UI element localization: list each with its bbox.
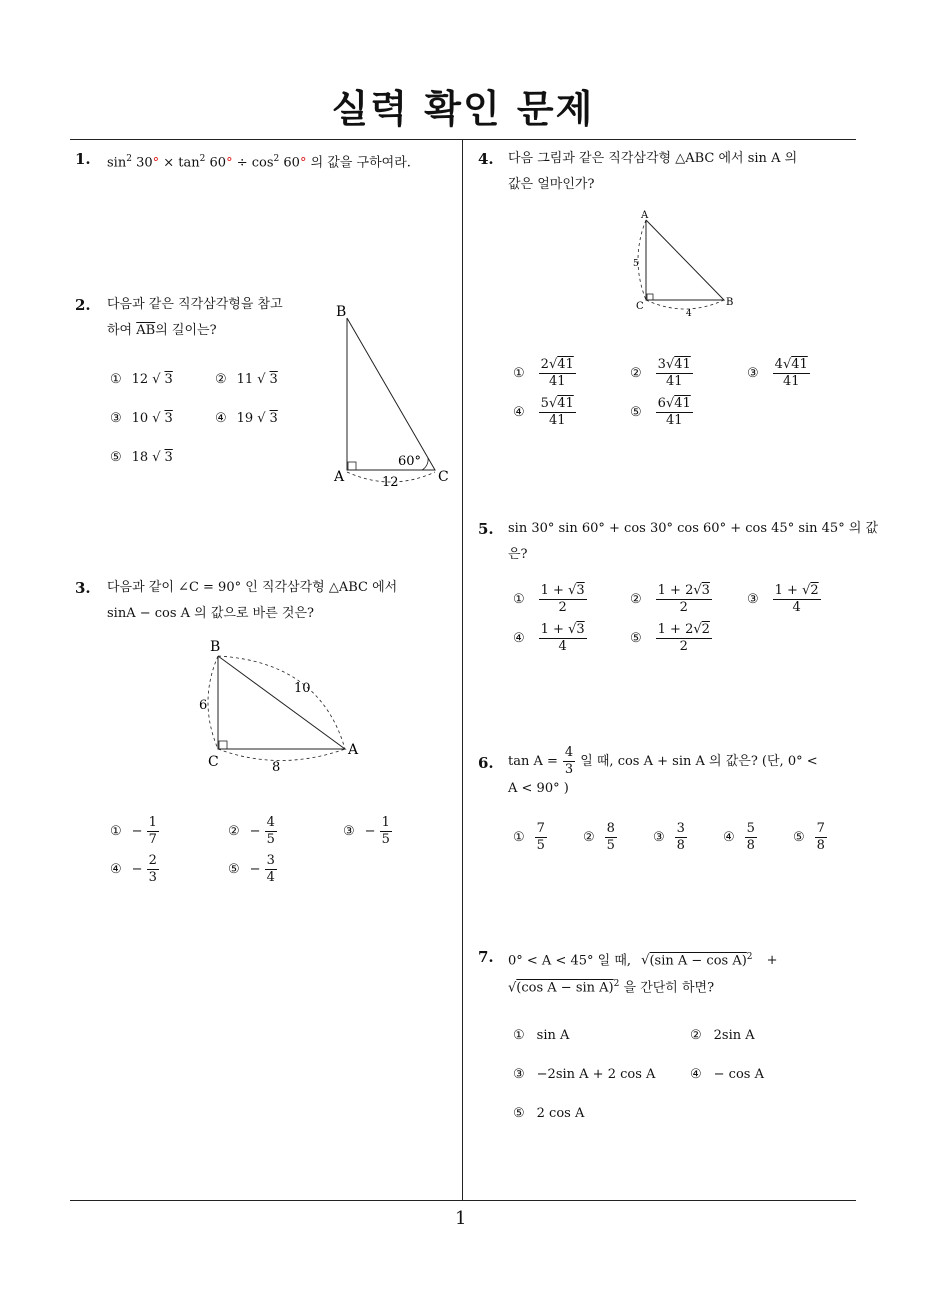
q6-line1	[508, 746, 818, 777]
q2-line1: 다음과 같은 직각삼각형을 참고	[107, 297, 283, 312]
q2-label-side: 12	[382, 475, 399, 490]
q1-deg2: °	[226, 155, 233, 171]
q4-line1: 다음 그림과 같은 직각삼각형 △ABC 에서 sin A 의	[508, 151, 798, 166]
q5-number: 5.	[478, 520, 494, 538]
q7-choice-5[interactable]: ⑤ 2 cos A	[513, 1106, 585, 1121]
q6-number: 6.	[478, 754, 494, 772]
q2-text	[107, 292, 283, 344]
page-title: 실력 확인 문제	[331, 87, 595, 131]
q2-label-c: C	[438, 469, 449, 485]
q2-choice-2[interactable]: ② 11 √ 3	[215, 372, 278, 387]
q7-line1: 0° < A < 45° 일 때, √(sin A − cos A)$^2$ +	[508, 952, 778, 969]
q4-label-ac: 5	[633, 259, 639, 269]
q3-label-ab: 10	[294, 681, 311, 696]
q2-label-angle: 60°	[398, 454, 422, 469]
q7-choice-2[interactable]: ② 2sin A	[690, 1028, 755, 1043]
q4-label-cb: 4	[686, 309, 692, 319]
q7-choice-4[interactable]: ④ − cos A	[690, 1067, 764, 1082]
q6-choice-2[interactable]: ② $\frac{8}{5}$	[583, 821, 615, 853]
q6-choice-3[interactable]: ③ $\frac{3}{8}$	[653, 821, 685, 853]
q3-choice-2[interactable]: ② − $\frac{4}{5}$	[228, 815, 275, 847]
q3-number: 3.	[75, 579, 91, 597]
q6-frac-den: 3	[564, 762, 574, 777]
q7-number: 7.	[478, 948, 494, 966]
q1-ask: 의 값을 구하여라.	[310, 155, 411, 171]
q3-choice-4[interactable]: ④ − $\frac{2}{3}$	[110, 853, 157, 885]
q4-text	[508, 146, 797, 198]
q3-choice-1[interactable]: ① − $\frac{1}{7}$	[110, 815, 157, 847]
bottom-rule	[70, 1200, 856, 1201]
q4-choice-1[interactable]: ① $\frac{2√41}{41}$	[513, 357, 574, 389]
q1-60a: 60	[209, 155, 227, 171]
q1-deg3: °	[299, 155, 307, 171]
q3-label-ca: 8	[272, 760, 281, 775]
q4-choice-3[interactable]: ③ $\frac{4√41}{41}$	[747, 357, 808, 389]
q2-line2: 하여 $\overline{AB}$의 길이는?	[107, 323, 217, 338]
q3-choice-5[interactable]: ⑤ − $\frac{3}{4}$	[228, 853, 275, 885]
q3-label-bc: 6	[199, 698, 208, 713]
q6-pre: tan A =	[508, 753, 558, 769]
q7-choice-3[interactable]: ③ −2sin A + 2 cos A	[513, 1067, 656, 1082]
q5-choice-2[interactable]: ② $\frac{1 + 2√3}{2}$	[630, 583, 710, 615]
q5-text	[508, 516, 878, 568]
q2-segment: $\overline{AB}$	[136, 323, 156, 338]
q3-line1: 다음과 같이 ∠C = 90° 인 직각삼각형 △ABC 에서	[107, 580, 398, 595]
q3-label-c: C	[208, 754, 219, 770]
q2-label-b: B	[336, 304, 347, 320]
q1-cos: ÷ cos	[236, 155, 274, 171]
q1-sup2: 2	[199, 154, 206, 164]
q1-sin: sin	[107, 155, 127, 171]
q3-choice-3[interactable]: ③ − $\frac{1}{5}$	[343, 815, 390, 847]
q1-tan: × tan	[163, 155, 200, 171]
q3-label-a: A	[348, 742, 359, 758]
q5-choice-1[interactable]: ① $\frac{1 + √3}{2}$	[513, 583, 585, 615]
q2-label-a: A	[334, 469, 345, 485]
q6-choice-1[interactable]: ① $\frac{7}{5}$	[513, 821, 545, 853]
q7-pre: 0° < A < 45° 일 때,	[508, 953, 632, 969]
q1-deg1: °	[152, 155, 160, 171]
q5-line1: sin 30° sin 60° + cos 30° cos 60° + cos 45° sin 45° 의 값	[508, 521, 879, 536]
q3-line2: sinA − cos A 의 값으로 바른 것은?	[107, 606, 315, 621]
q1-sup1: 2	[126, 154, 132, 164]
q5-choice-4[interactable]: ④ $\frac{1 + √3}{4}$	[513, 622, 585, 654]
q7-plus: +	[766, 953, 778, 969]
q6-choice-5[interactable]: ⑤ $\frac{7}{8}$	[793, 821, 825, 853]
q4-choice-4[interactable]: ④ $\frac{5√41}{41}$	[513, 396, 574, 428]
q2-choice-1[interactable]: ① 12 √ 3	[110, 372, 173, 387]
q4-label-b: B	[726, 297, 734, 308]
q7-line2: √(cos A − sin A)$^2$ 을 간단히 하면?	[508, 979, 715, 996]
page-number: 1	[455, 1208, 467, 1229]
q1-number: 1.	[75, 150, 91, 168]
q7-post: 을 간단히 하면?	[623, 980, 715, 996]
q4-triangle-figure	[628, 206, 748, 321]
q4-number: 4.	[478, 150, 494, 168]
q3-label-b: B	[210, 639, 221, 655]
q4-choice-2[interactable]: ② $\frac{3√41}{41}$	[630, 357, 691, 389]
q2-choice-3[interactable]: ③ 10 √ 3	[110, 411, 173, 426]
q1-text	[107, 146, 411, 176]
column-divider	[462, 139, 463, 1201]
q5-line2: 은?	[508, 547, 528, 562]
q3-triangle-figure	[190, 632, 370, 777]
q5-choice-5[interactable]: ⑤ $\frac{1 + 2√2}{2}$	[630, 622, 710, 654]
q2-number: 2.	[75, 296, 91, 314]
q6-line2: A < 90° )	[508, 781, 569, 796]
top-rule	[70, 139, 856, 140]
q6-choice-4[interactable]: ④ $\frac{5}{8}$	[723, 821, 755, 853]
q2-triangle-figure	[330, 300, 460, 495]
q3-text	[107, 575, 397, 627]
q4-label-c: C	[636, 301, 644, 312]
q7-rad2: (cos A − sin A)	[516, 980, 614, 996]
q7-choice-1[interactable]: ① sin A	[513, 1028, 570, 1043]
q1-30: 30	[136, 155, 153, 171]
q1-sup3: 2	[273, 154, 280, 164]
q5-choice-3[interactable]: ③ $\frac{1 + √2}{4}$	[747, 583, 819, 615]
q6-frac-num: 4	[564, 745, 574, 760]
q2-choice-5[interactable]: ⑤ 18 √ 3	[110, 450, 173, 465]
q4-line2: 값은 얼마인가?	[508, 177, 595, 192]
q4-choice-5[interactable]: ⑤ $\frac{6√41}{41}$	[630, 396, 691, 428]
q4-label-a: A	[641, 210, 649, 221]
q6-post: 일 때, cos A + sin A 의 값은? (단, 0° <	[580, 753, 818, 769]
q1-60b: 60	[283, 155, 300, 171]
q2-choice-4[interactable]: ④ 19 √ 3	[215, 411, 278, 426]
q7-rad1: (sin A − cos A)	[649, 953, 747, 969]
